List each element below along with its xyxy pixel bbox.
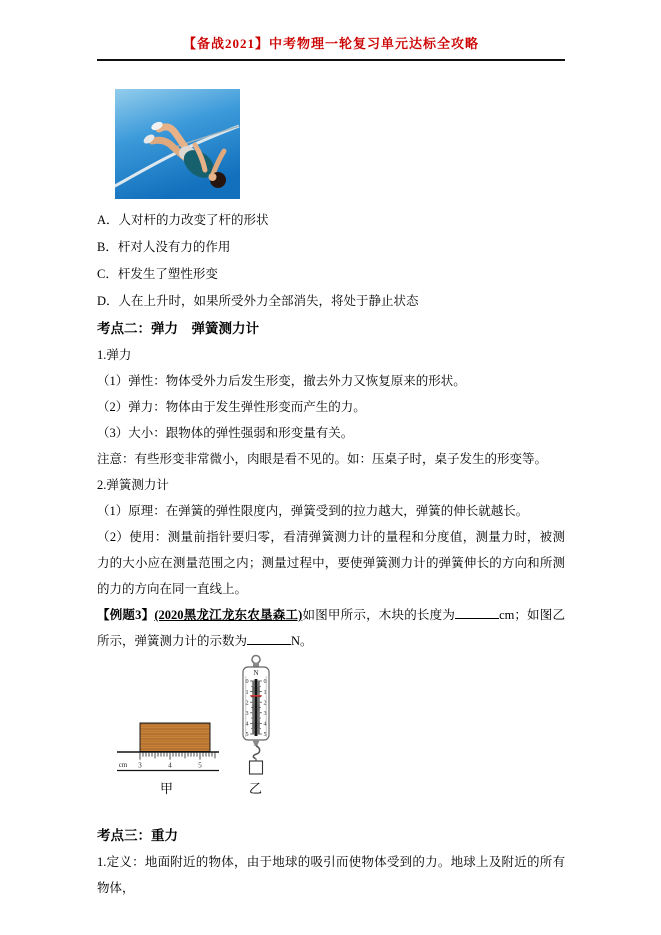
svg-text:3: 3 [245,710,249,717]
option-a [97,207,565,234]
page-content [97,0,565,901]
figure-ruler-with-block [115,718,220,774]
answer-options [97,207,565,315]
hanging-weight [250,761,263,774]
pole-vault-photo [115,89,240,199]
option-c [97,261,565,288]
ruler-ticks [140,753,215,760]
option-d-text: 人在上升时，如果所受外力全部消失，将处于静止状态 [118,294,419,308]
note-paragraph: 注意：有些形变非常微小，肉眼是看不见的。如：压桌子时，桌子发生的形变等。 [97,452,548,466]
svg-text:2: 2 [245,699,249,707]
figure-caption-yi: 乙 [249,781,263,796]
option-d [97,288,565,315]
option-a-label: A． [97,213,119,227]
option-b [97,234,565,261]
figure-caption-jia: 甲 [160,781,174,796]
ruler-tick-label-4: 4 [168,761,172,770]
svg-text:0: 0 [245,678,249,686]
section-heading-elastic-force: 考点二：弹力 弹簧测力计 [97,321,259,336]
option-d-label: D． [97,294,119,308]
example3-text-1: 如图甲所示，木块的长度为 [302,608,456,622]
answer-blank-length [455,606,499,619]
gravity-definition-paragraph: 1.定义：地面附近的物体，由于地球的吸引而使物体受到的力。地球上及附近的所有物体， [97,855,565,895]
option-c-text: 杆发生了塑性形变 [117,267,218,281]
header-divider [97,59,565,61]
svg-text:5: 5 [245,731,249,739]
svg-text:1: 1 [263,688,267,696]
option-c-label: C． [97,267,118,281]
svg-text:3: 3 [263,710,267,717]
option-b-label: B． [97,240,118,254]
section-heading-gravity: 考点三：重力 [97,828,178,843]
usage-paragraph: （2）使用：测量前指针要归零，看清弹簧测力计的量程和分度值，测量力时，被测力的大小应在测量范围之内；测量过程中，要使弹簧测力计的弹簧伸长的方向和所测的力的方向在同一直线上。 [97,530,565,596]
svg-text:2: 2 [263,699,267,707]
example3-text-3: N。 [291,634,313,648]
svg-text:4: 4 [245,720,249,728]
scale-spring-rod [255,679,258,736]
wood-block [140,723,210,752]
answer-blank-reading [247,632,291,645]
scale-unit-label: N [253,669,259,677]
svg-text:0: 0 [263,678,267,686]
figure-spring-scale [238,654,274,778]
svg-text:4: 4 [263,720,267,728]
page-title: 【备战2021】中考物理一轮复习单元达标全攻略 [182,36,479,51]
spring-scale-subtitle: 2.弹簧测力计 [97,478,169,492]
option-a-text: 人对杆的力改变了杆的形状 [118,213,269,227]
ruler-tick-label-3: 3 [138,761,142,770]
elastic-force-subtitle: 1.弹力 [97,348,132,362]
principle-paragraph: （1）原理：在弹簧的弹性限度内，弹簧受到的拉力越大，弹簧的伸长就越长。 [97,504,529,518]
scale-hook [253,746,259,759]
svg-text:5: 5 [263,731,267,739]
figures-block [97,660,565,812]
example3-source: (2020黑龙江龙东农垦森工) [154,608,303,622]
ruler-tick-label-5: 5 [198,761,202,770]
ruler-unit-label: cm [118,761,128,769]
elastic-point-2: （2）弹力：物体由于发生弹性形变而产生的力。 [97,400,366,414]
scale-top-ring [252,656,260,664]
svg-text:1: 1 [245,688,249,696]
scale-bottom-cap [253,740,260,746]
elastic-point-1: （1）弹性：物体受外力后发生形变，撤去外力又恢复原来的形状。 [97,374,466,388]
example3-paragraph [97,602,565,654]
example3-tag: 【例题3】 [97,608,155,622]
example3-text-2: cm；如图乙所示，弹簧测力计的示数为 [97,608,565,648]
elastic-point-3: （3）大小：跟物体的弹性强弱和形变量有关。 [97,426,354,440]
option-b-text: 杆对人没有力的作用 [117,240,231,254]
